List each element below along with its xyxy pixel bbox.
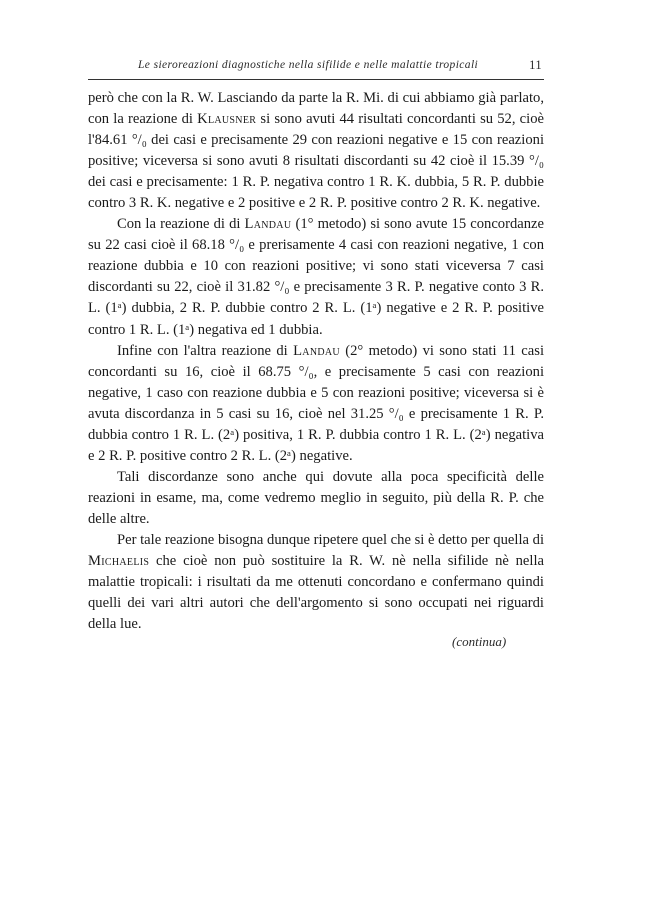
text-run: (1° metodo) si sono avute 15 concordanze su 22 casi cioè il 68.18 °/₀ e prerisamente 4 casi con reazioni negative, 1 con reazione dubbia e 10 con reazioni positive; vi sono stati viceversa 7 casi discordanti su 22, cioè il 31.82 °/₀ e precisamente 3 R. P. negative conto 3 R. L. (1ᵃ) dubbia, 2 R. P. dubbie contro 2 R. L. (1ᵃ) negative e 2 R. P. positive contro 1 R. L. (1ᵃ) negativa ed 1 dubbia. bbox=[88, 216, 544, 338]
paragraph bbox=[88, 341, 544, 467]
running-title: Le sieroreazioni diagnostiche nella sifilide e nelle malattie tropicali bbox=[138, 59, 479, 71]
author-name: Landau bbox=[244, 216, 292, 233]
header-rule bbox=[88, 79, 544, 80]
text-run: si sono avuti 44 risultati concordanti su 52, cioè l'84.61 °/₀ dei casi e precisamente 29 con reazioni negative e 15 con reazioni positive; viceversa si sono avuti 8 risultati discordanti su 42 cioè il 15.39 °/₀ dei casi e precisamente: 1 R. P. negativa contro 1 R. K. dubbia, 5 R. P. dubbie contro 3 R. K. negative e 2 positive e 2 R. P. positive contro 2 R. K. negative. bbox=[88, 111, 544, 212]
author-name: Klausner bbox=[197, 111, 257, 128]
author-name: Michaelis bbox=[88, 553, 150, 570]
body-text bbox=[88, 88, 544, 635]
paragraph bbox=[88, 88, 544, 214]
text-run: (2° metodo) vi sono stati 11 casi concordanti su 16, cioè il 68.75 °/₀, e precisamente 5 casi con reazioni negative, 1 caso con reazione dubbia e 5 con reazioni positive; viceversa si è avuta discordanza in 5 casi su 16, cioè nel 31.25 °/₀ e precisamente 1 R. P. dubbia contro 1 R. L. (2ᵃ) positiva, 1 R. P. dubbia contro 1 R. L. (2ᵃ) negativa e 2 R. P. positive contro 2 R. L. (2ᵃ) negative. bbox=[88, 342, 544, 464]
text-run: però che con la R. W. Lasciando da parte la R. Mi. di cui abbiamo già parlato, con la reazione di bbox=[88, 90, 544, 128]
continued-note: (continua) bbox=[452, 634, 507, 649]
text-run: che cioè non può sostituire la R. W. nè nella sifilide nè nella malattie tropicali: i risultati da me ottenuti concordano e confermano quindi quelli dei vari altri autori che dell'argomento si sono occupati nei riguardi della lue. bbox=[88, 553, 544, 633]
running-header bbox=[88, 58, 544, 78]
text-run: Con la reazione di di bbox=[117, 216, 245, 233]
page-number: 11 bbox=[529, 58, 542, 72]
paragraph bbox=[88, 530, 544, 635]
paragraph bbox=[88, 214, 544, 340]
text-run: Per tale reazione bisogna dunque ripetere quel che si è detto per quella di bbox=[117, 531, 544, 548]
paragraph bbox=[88, 467, 544, 530]
text-run: Infine con l'altra reazione di bbox=[117, 342, 294, 359]
text-run: Tali discordanze sono anche qui dovute alla poca specificità delle reazioni in esame, ma, come vedremo meglio in seguito, più della R. P. che delle altre. bbox=[88, 468, 544, 527]
author-name: Landau bbox=[293, 342, 340, 359]
